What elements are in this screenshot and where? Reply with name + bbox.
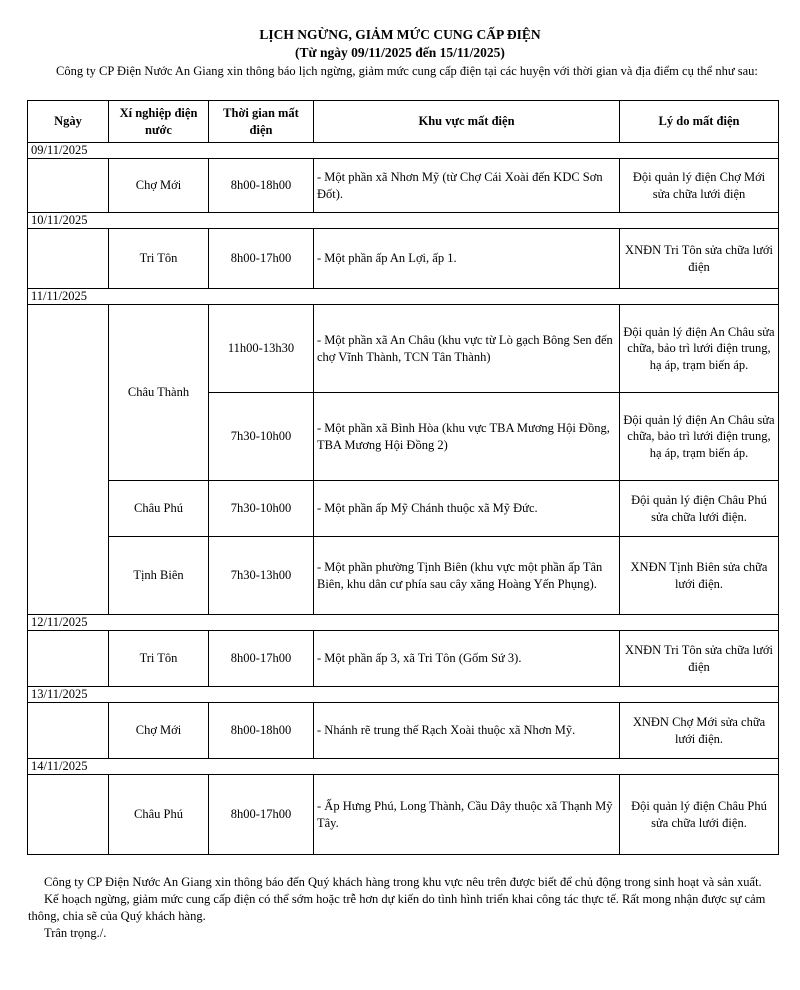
enterprise-cell: Châu Phú — [109, 481, 209, 537]
enterprise-cell: Châu Phú — [109, 775, 209, 855]
area-cell: - Nhánh rẽ trung thế Rạch Xoài thuộc xã Nhơn Mỹ. — [314, 703, 620, 759]
closing-section — [28, 874, 783, 942]
date-row — [28, 213, 779, 229]
document-subtitle: (Từ ngày 09/11/2025 đến 15/11/2025) — [295, 45, 505, 60]
table-row — [28, 481, 779, 537]
empty-date-cell — [28, 631, 109, 687]
empty-date-cell — [28, 305, 109, 615]
area-cell: - Một phần ấp An Lợi, ấp 1. — [314, 229, 620, 289]
reason-cell: Đội quản lý điện Chợ Mới sửa chữa lưới điện — [620, 159, 779, 213]
date-row — [28, 143, 779, 159]
header-area: Khu vực mất điện — [314, 101, 620, 143]
enterprise-cell: Tịnh Biên — [109, 537, 209, 615]
closing-paragraph-1: Công ty CP Điện Nước An Giang xin thông báo đến Quý khách hàng trong khu vực nêu trên được biết để chủ động trong sinh hoạt và sản xuất. — [44, 875, 762, 889]
closing-regards: Trân trọng./. — [44, 926, 107, 940]
table-row — [28, 775, 779, 855]
time-cell: 8h00-17h00 — [209, 229, 314, 289]
area-cell: - Một phần xã Nhơn Mỹ (từ Chợ Cái Xoài đến KDC Sơn Đốt). — [314, 159, 620, 213]
table-row — [28, 703, 779, 759]
reason-cell: Đội quản lý điện Châu Phú sửa chữa lưới điện. — [620, 481, 779, 537]
reason-cell: Đội quản lý điện An Châu sửa chữa, bảo trì lưới điện trung, hạ áp, trạm biến áp. — [620, 305, 779, 393]
table-row — [28, 159, 779, 213]
date-row — [28, 615, 779, 631]
time-cell: 11h00-13h30 — [209, 305, 314, 393]
date-row — [28, 687, 779, 703]
header-date: Ngày — [28, 101, 109, 143]
table-header-row — [28, 101, 779, 143]
table-row — [28, 537, 779, 615]
time-cell: 8h00-17h00 — [209, 631, 314, 687]
time-cell: 7h30-10h00 — [209, 481, 314, 537]
enterprise-cell: Chợ Mới — [109, 159, 209, 213]
date-row — [28, 289, 779, 305]
time-cell: 7h30-10h00 — [209, 393, 314, 481]
date-label: 10/11/2025 — [28, 213, 779, 229]
area-cell: - Ấp Hưng Phú, Long Thành, Cầu Dây thuộc xã Thạnh Mỹ Tây. — [314, 775, 620, 855]
date-label: 09/11/2025 — [28, 143, 779, 159]
reason-cell: Đội quản lý điện Châu Phú sửa chữa lưới điện. — [620, 775, 779, 855]
area-cell: - Một phần ấp 3, xã Tri Tôn (Gốm Sứ 3). — [314, 631, 620, 687]
enterprise-cell: Chợ Mới — [109, 703, 209, 759]
empty-date-cell — [28, 229, 109, 289]
time-cell: 8h00-17h00 — [209, 775, 314, 855]
reason-cell: XNĐN Tịnh Biên sửa chữa lưới điện. — [620, 537, 779, 615]
date-label: 14/11/2025 — [28, 759, 779, 775]
outage-schedule-table — [27, 100, 779, 855]
reason-cell: XNĐN Tri Tôn sửa chữa lưới điện — [620, 631, 779, 687]
table-row — [28, 631, 779, 687]
enterprise-cell: Tri Tôn — [109, 631, 209, 687]
header-time: Thời gian mất điện — [209, 101, 314, 143]
time-cell: 8h00-18h00 — [209, 159, 314, 213]
area-cell: - Một phần phường Tịnh Biên (khu vực một phần ấp Tân Biên, khu dân cư phía sau cây xăng Hoàng Yến Phụng). — [314, 537, 620, 615]
area-cell: - Một phần ấp Mỹ Chánh thuộc xã Mỹ Đức. — [314, 481, 620, 537]
header-reason: Lý do mất điện — [620, 101, 779, 143]
date-label: 13/11/2025 — [28, 687, 779, 703]
empty-date-cell — [28, 703, 109, 759]
date-label: 12/11/2025 — [28, 615, 779, 631]
header-enterprise: Xí nghiệp điện nước — [109, 101, 209, 143]
enterprise-cell: Châu Thành — [109, 305, 209, 481]
area-cell: - Một phần xã An Châu (khu vực từ Lò gạch Bông Sen đến chợ Vĩnh Thành, TCN Tân Thành) — [314, 305, 620, 393]
empty-date-cell — [28, 775, 109, 855]
reason-cell: XNĐN Tri Tôn sửa chữa lưới điện — [620, 229, 779, 289]
empty-date-cell — [28, 159, 109, 213]
table-row — [28, 305, 779, 393]
time-cell: 8h00-18h00 — [209, 703, 314, 759]
time-cell: 7h30-13h00 — [209, 537, 314, 615]
area-cell: - Một phần xã Bình Hòa (khu vực TBA Mương Hội Đồng, TBA Mương Hội Đồng 2) — [314, 393, 620, 481]
closing-paragraph-2: Kế hoạch ngừng, giảm mức cung cấp điện có thể sớm hoặc trễ hơn dự kiến do tình hình triển khai công tác thực tế. Rất mong nhận được sự cảm thông, chia sẽ của Quý khách hàng. — [28, 892, 766, 923]
reason-cell: XNĐN Chợ Mới sửa chữa lưới điện. — [620, 703, 779, 759]
enterprise-cell: Tri Tôn — [109, 229, 209, 289]
table-row — [28, 229, 779, 289]
document-title: LỊCH NGỪNG, GIẢM MỨC CUNG CẤP ĐIỆN — [259, 27, 541, 42]
date-label: 11/11/2025 — [28, 289, 779, 305]
intro-paragraph: Công ty CP Điện Nước An Giang xin thông báo lịch ngừng, giảm mức cung cấp điện tại các huyện với thời gian và địa điểm cụ thể như sau: — [56, 64, 758, 78]
date-row — [28, 759, 779, 775]
reason-cell: Đội quản lý điện An Châu sửa chữa, bảo trì lưới điện trung, hạ áp, trạm biến áp. — [620, 393, 779, 481]
